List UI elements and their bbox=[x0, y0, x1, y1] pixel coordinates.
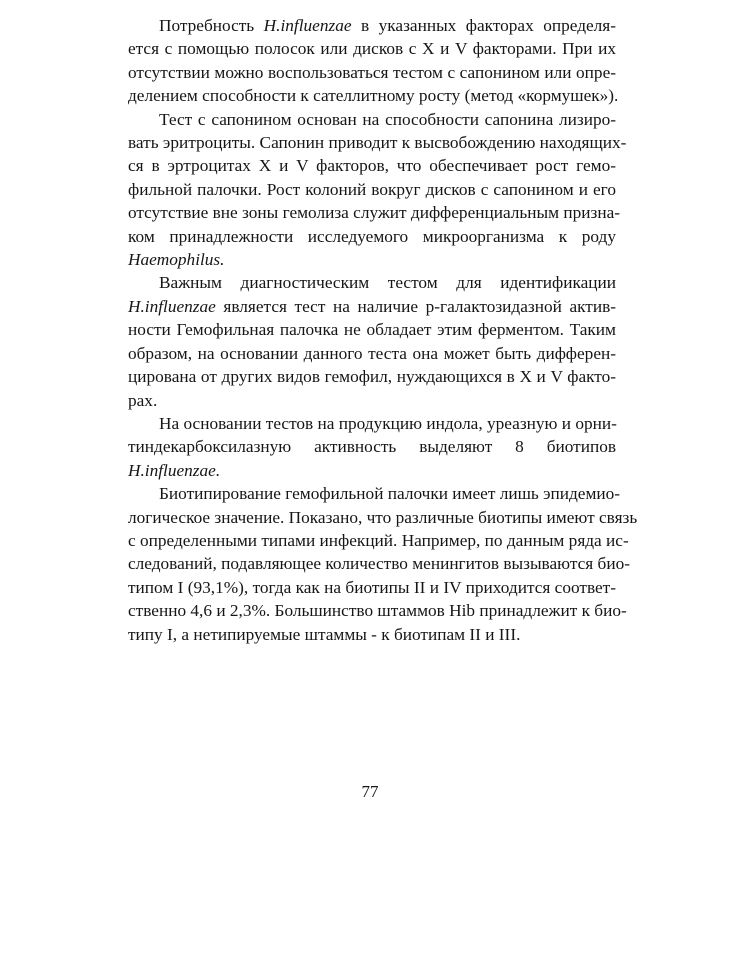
text-segment: логическое значение. Показано, что различные биотипы имеют связь bbox=[128, 507, 638, 527]
text-line bbox=[128, 623, 616, 646]
text-line bbox=[128, 435, 616, 458]
text-line bbox=[128, 295, 616, 318]
text-segment: следований, подавляющее количество менингитов вызываются био- bbox=[128, 554, 630, 574]
text-line bbox=[128, 225, 616, 248]
text-line bbox=[128, 459, 616, 482]
text-line bbox=[128, 576, 616, 599]
text-line bbox=[128, 271, 616, 294]
text-segment: Потребность bbox=[159, 16, 264, 35]
text-line bbox=[128, 131, 627, 154]
text-segment: типом I (93,1%), тогда как на биотипы II и IV приходится соответ- bbox=[128, 577, 616, 597]
italic-term: Haemophilus. bbox=[128, 250, 225, 270]
text-line bbox=[128, 599, 627, 622]
text-segment: вать эритроциты. Сапонин приводит к высвобождению находящих- bbox=[128, 133, 627, 153]
text-segment: тиндекарбоксилазную активность выделяют 8 биотипов bbox=[128, 437, 616, 457]
text-segment: является тест на наличие р-галактозидазной актив- bbox=[215, 296, 616, 316]
text-segment: делением способности к сателлитному росту (метод «кормушек»). bbox=[128, 86, 619, 106]
text-line bbox=[128, 365, 616, 388]
text-segment: рах. bbox=[128, 390, 158, 410]
text-segment: образом, на основании данного теста она может быть дифферен- bbox=[128, 343, 616, 363]
text-line bbox=[128, 201, 621, 224]
text-segment: типу I, а нетипируемые штаммы - к биотипам II и III. bbox=[128, 624, 521, 644]
paragraph bbox=[128, 14, 619, 108]
text-line bbox=[128, 529, 629, 552]
text-line bbox=[128, 318, 616, 341]
paragraph bbox=[128, 108, 627, 272]
italic-term: H.influenzae. bbox=[128, 460, 221, 480]
page-body bbox=[128, 14, 638, 646]
text-segment: отсутствии можно воспользоваться тестом с сапонином или опре- bbox=[128, 62, 616, 82]
text-line bbox=[128, 412, 616, 435]
text-line bbox=[128, 154, 616, 177]
text-line bbox=[128, 37, 616, 60]
text-line bbox=[128, 84, 619, 107]
text-segment: цирована от других видов гемофил, нуждающихся в X и V факто- bbox=[128, 367, 616, 387]
text-segment: Тест с сапонином основан на способности сапонина лизиро- bbox=[159, 109, 616, 129]
text-segment: ся в эртроцитах X и V факторов, что обеспечивает рост гемо- bbox=[128, 156, 616, 176]
text-segment: с определенными типами инфекций. Например, по данным ряда ис- bbox=[128, 530, 629, 550]
text-line bbox=[128, 389, 616, 412]
italic-term: H.influenzae bbox=[263, 16, 352, 35]
text-segment: ности Гемофильная палочка не обладает этим ферментом. Таким bbox=[128, 320, 616, 340]
text-line bbox=[128, 552, 630, 575]
text-segment: ется с помощью полосок или дисков с X и V факторами. При их bbox=[128, 39, 616, 59]
text-segment: в указанных факторах определя- bbox=[351, 16, 616, 35]
text-line bbox=[128, 506, 638, 529]
text-line bbox=[128, 342, 616, 365]
paragraph bbox=[128, 482, 638, 646]
text-line bbox=[128, 61, 616, 84]
text-segment: Важным диагностическим тестом для идентификации bbox=[159, 273, 616, 293]
italic-term: H.influenzae bbox=[128, 296, 216, 316]
text-line bbox=[128, 482, 621, 505]
text-segment: фильной палочки. Рост колоний вокруг дисков с сапонином и его bbox=[128, 179, 616, 199]
text-segment: Биотипирование гемофильной палочки имеет лишь эпидемио- bbox=[159, 484, 621, 504]
text-segment: отсутствие вне зоны гемолиза служит дифференциальным призна- bbox=[128, 203, 621, 223]
text-segment: ственно 4,6 и 2,3%. Большинство штаммов Hib принадлежит к био- bbox=[128, 601, 627, 621]
text-segment: На основании тестов на продукцию индола, уреазную и орни- bbox=[159, 413, 617, 433]
paragraph bbox=[128, 412, 616, 482]
text-line bbox=[128, 248, 616, 271]
text-line bbox=[128, 14, 616, 37]
page-number: 77 bbox=[361, 782, 379, 801]
text-line bbox=[128, 178, 616, 201]
paragraph bbox=[128, 271, 616, 411]
text-segment: ком принадлежности исследуемого микроорганизма к роду bbox=[128, 226, 616, 246]
text-line bbox=[128, 108, 616, 131]
